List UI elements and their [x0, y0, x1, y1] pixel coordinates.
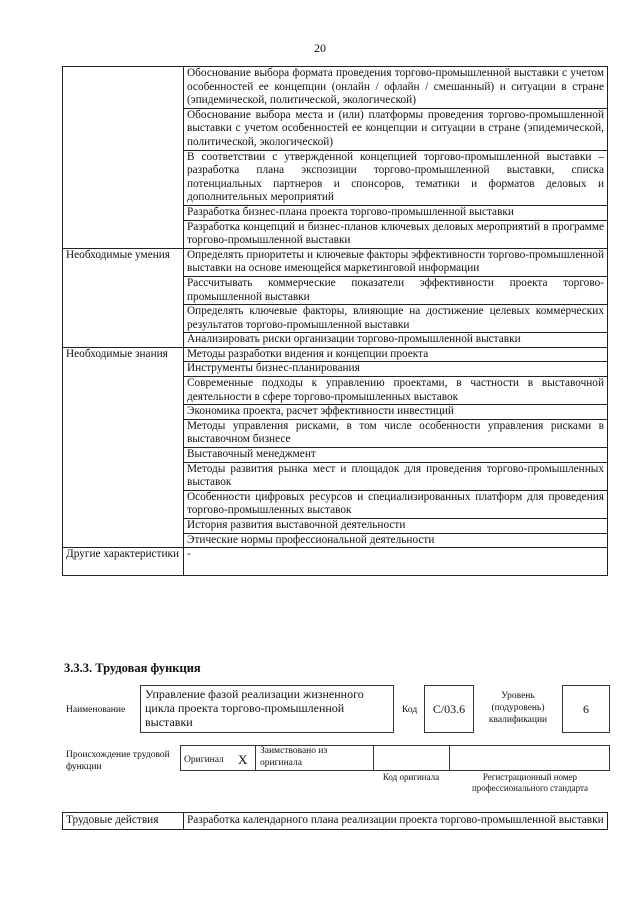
table-cell: Разработка календарного плана реализации проекта торгово-промышленной выставки	[184, 813, 608, 830]
skills-label: Необходимые умения	[63, 248, 184, 347]
level-label: Уровень (подуровень) квалификации	[488, 691, 548, 725]
table-cell: Этические нормы профессиональной деятельности	[184, 533, 608, 548]
table-cell: История развития выставочной деятельности	[184, 519, 608, 534]
divider	[255, 746, 256, 770]
requirements-table	[62, 66, 608, 576]
name-value: Управление фазой реализации жизненного цикла проекта торгово-промышленной выставки	[145, 687, 364, 729]
table-cell: Современные подходы к управлению проектами, в частности в выставочной деятельности в сфере торгово-промышленных выставок	[184, 377, 608, 405]
code-box	[424, 685, 474, 733]
page-number: 20	[314, 41, 326, 55]
table-row	[63, 548, 608, 576]
labor-actions-table	[62, 812, 608, 830]
other-label: Другие характеристики	[63, 548, 184, 576]
code-label: Код	[402, 705, 418, 715]
reg-number-label: Регистрационный номер профессионального стандарта	[471, 772, 589, 793]
table-cell: Особенности цифровых ресурсов и специализированных платформ для проведения торгово-промышленных выставок	[184, 490, 608, 518]
origin-label: Происхождение трудовой функции	[66, 750, 170, 772]
table-cell: Рассчитывать коммерческие показатели эффективности проекта торгово-промышленной выставки	[184, 276, 608, 304]
table-row	[63, 248, 608, 276]
knowledge-label: Необходимые знания	[63, 347, 184, 547]
table-cell: Анализировать риски организации торгово-промышленной выставки	[184, 333, 608, 348]
table-cell: Инструменты бизнес-планирования	[184, 362, 608, 377]
name-label: Наименование	[66, 705, 126, 715]
table-cell: Определять приоритеты и ключевые факторы эффективности торгово-промышленной выставки на основе имеющейся маркетинговой информации	[184, 248, 608, 276]
table-row	[63, 347, 608, 362]
level-value: 6	[583, 702, 589, 716]
code-value: C/03.6	[432, 702, 466, 716]
empty-label-cell	[63, 67, 184, 249]
table-cell: Обоснование выбора формата проведения торгово-промышленной выставки с учетом особенностей ее концепции (онлайн / офлайн / смешанный) и ситуации в стране (эпидемической, политической, экологической)	[184, 67, 608, 109]
name-box	[140, 685, 394, 733]
table-cell: Методы управления рисками, в том числе особенности управления рисками в выставочном бизнесе	[184, 419, 608, 447]
table-cell: Определять ключевые факторы, влияющие на достижение целевых коммерческих результатов торгово-промышленной выставки	[184, 305, 608, 333]
table-cell: Экономика проекта, расчет эффективности инвестиций	[184, 405, 608, 420]
table-cell: Выставочный менеджмент	[184, 448, 608, 463]
original-mark: X	[238, 752, 248, 767]
section-title: 3.3.3. Трудовая функция	[64, 661, 201, 675]
borrowed-label: Заимствовано из оригинала	[260, 746, 328, 768]
table-cell: Обоснование выбора места и (или) платформы проведения торгово-промышленной выставки с учетом особенностей ее концепции и ситуации в стране (эпидемической, политической, экологической)	[184, 108, 608, 150]
table-row	[63, 67, 608, 109]
divider	[449, 746, 450, 770]
original-label: Оригинал	[184, 755, 224, 765]
table-cell: Методы развития рынка мест и площадок для проведения торгово-промышленных выставок	[184, 462, 608, 490]
code-original-label: Код оригинала	[382, 772, 440, 782]
table-cell: В соответствии с утвержденной концепцией торгово-промышленной выставки – разработка плана экспозиции торгово-промышленной выставки, списка потенциальных партнеров и спонсоров, тематики и форматов деловых и дополнительных мероприятий	[184, 150, 608, 205]
table-cell: Разработка концепций и бизнес-планов ключевых деловых мероприятий в программе торгово-промышленной выставки	[184, 220, 608, 248]
table-row	[63, 813, 608, 830]
level-box	[562, 685, 610, 733]
table-cell: Разработка бизнес-плана проекта торгово-промышленной выставки	[184, 205, 608, 220]
other-value: -	[184, 548, 608, 576]
divider	[373, 746, 374, 770]
table-cell: Методы разработки видения и концепции проекта	[184, 347, 608, 362]
labor-actions-label: Трудовые действия	[63, 813, 184, 830]
